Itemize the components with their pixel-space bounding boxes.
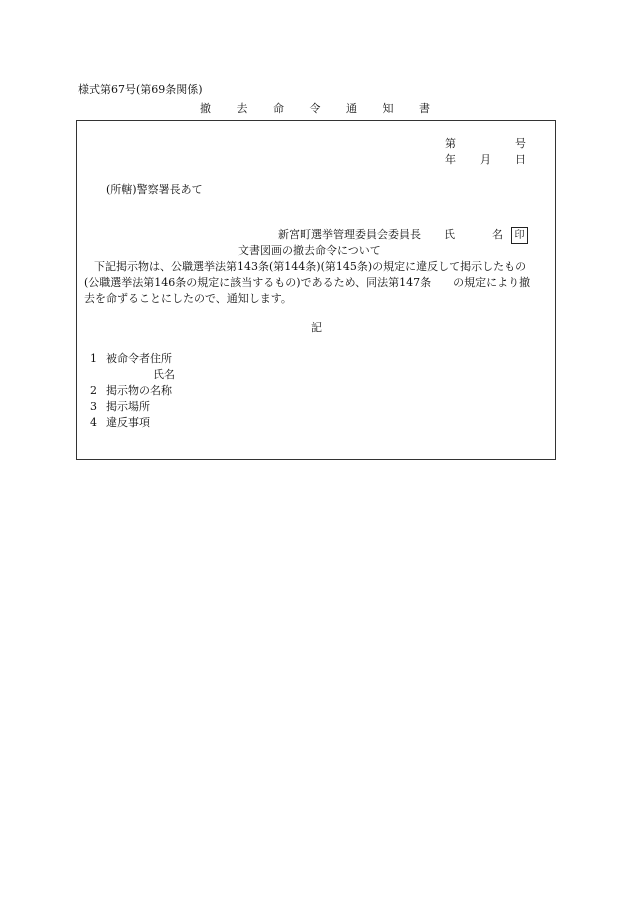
item-label: 掲示場所 bbox=[106, 400, 150, 413]
item-number: 1 bbox=[90, 352, 97, 365]
document-number-suffix: 号 bbox=[515, 137, 526, 150]
sender-title: 新宮町選挙管理委員会委員長 bbox=[278, 228, 421, 241]
body-text-line: 下記掲示物は、公職選挙法第143条(第144条)(第145条)の規定に違反して掲示したもの bbox=[94, 260, 527, 273]
form-number: 様式第67号(第69条関係) bbox=[78, 83, 203, 96]
item-number: 4 bbox=[90, 416, 97, 429]
title-char: 命 bbox=[273, 102, 284, 115]
item-label: 被命令者住所 bbox=[106, 352, 172, 365]
item-number: 2 bbox=[90, 384, 97, 397]
ki-heading: 記 bbox=[311, 321, 322, 334]
sender-name-label-2: 名 bbox=[492, 228, 503, 241]
item-label: 違反事項 bbox=[106, 416, 150, 429]
title-char: 撤 bbox=[200, 102, 211, 115]
addressee: (所轄)警察署長あて bbox=[106, 183, 203, 196]
body-text-line: 去を命ずることにしたので、通知します。 bbox=[84, 292, 292, 305]
date-day: 日 bbox=[515, 153, 526, 166]
sender-name-label-1: 氏 bbox=[444, 228, 455, 241]
subject-line: 文書図画の撤去命令について bbox=[238, 244, 381, 257]
date-year: 年 bbox=[445, 153, 456, 166]
item-sub-label: 氏名 bbox=[153, 368, 175, 381]
title-char: 書 bbox=[419, 102, 430, 115]
date-month: 月 bbox=[480, 153, 491, 166]
title-char: 知 bbox=[382, 102, 394, 115]
seal-mark: 印 bbox=[511, 227, 528, 244]
document-number-prefix: 第 bbox=[445, 137, 456, 150]
body-text-line: (公職選挙法第146条の規定に該当するもの)であるため、同法第147条 の規定により撤 bbox=[84, 276, 531, 289]
title-char: 令 bbox=[309, 102, 321, 115]
title-char: 去 bbox=[236, 102, 248, 115]
document-title bbox=[200, 102, 430, 116]
item-number: 3 bbox=[90, 400, 97, 413]
title-char: 通 bbox=[346, 102, 357, 115]
item-label: 掲示物の名称 bbox=[106, 384, 172, 397]
